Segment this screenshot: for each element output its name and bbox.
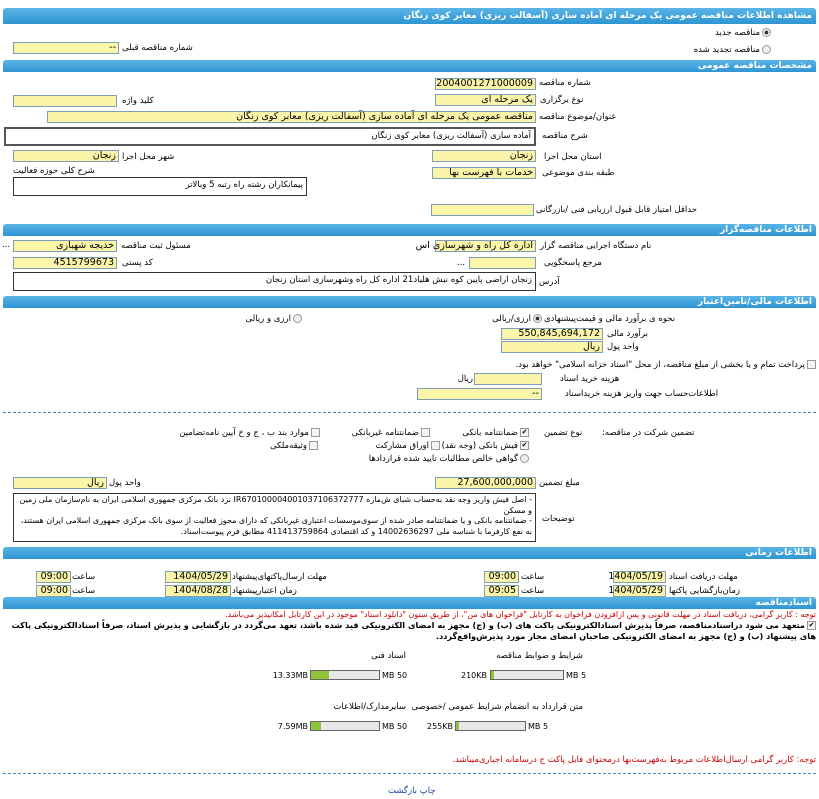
guarantee-option[interactable] (462, 428, 529, 439)
radio-currency-rial[interactable] (246, 314, 302, 325)
time-label: ساعت (521, 586, 545, 596)
checkbox-icon[interactable] (421, 428, 430, 437)
doc-deadline-time[interactable]: 09:00 (484, 571, 519, 583)
activity-label: شرح کلی حوزه فعالیت (13, 166, 95, 176)
commitment-label: متعهد می شود دراسنادمناقصه، صرفاً پذیرش اسنادالکترونیکی پاکت های (ب) و (ج) مجهز به امضای الکترونیکی قید شده باشد، تعهد می‌گردد در بازگشایی و پذیرش اسناد، صرفاً اسنادالکترونیکی پاکت های پیشنهاد (ب) و (ج) مجهز به امضای الکترونیکی صاحبان امضای مجاز مورد پذیرش‌واقع‌گردد. (11, 620, 816, 641)
checkbox-checked-icon[interactable]: ✔ (521, 441, 528, 449)
holding-label: نوع برگزاری (540, 95, 584, 105)
address-box: زنجان اراضی پایین کوه نبش هلیاد21 اداره کل راه وشهرسازی استان زنجان (13, 272, 536, 291)
guarantee-option[interactable] (369, 454, 529, 465)
file-progress (455, 721, 526, 731)
file-label: متن قرارداد به انضمام شرایط عمومی /خصوصی (411, 702, 583, 712)
currency-label: واحد پول (607, 342, 639, 352)
guarantee-option[interactable] (376, 441, 440, 452)
category-label: طبقه بندی موضوعی (542, 168, 615, 178)
option-label: اوراق مشارکت (375, 441, 429, 451)
checkbox-icon[interactable] (431, 441, 440, 450)
file-max: 5 MB (528, 722, 549, 731)
file-label: سایرمدارک/اطلاعات (333, 702, 406, 712)
guarantee-option[interactable] (270, 441, 318, 452)
province-label: استان محل اجرا (544, 152, 602, 162)
file-max: 5 MB (566, 671, 587, 680)
postal-label: کد پستی (122, 258, 153, 268)
option-label: فیش بانکی (وجه نقد) (441, 441, 518, 451)
radio-icon[interactable] (520, 454, 529, 463)
holding-field[interactable]: یک مرحله ای (435, 94, 536, 106)
guarantee-option[interactable] (179, 428, 320, 439)
radio-rial[interactable] (492, 314, 542, 325)
estimate-field[interactable]: 550,845,694,172 (501, 328, 603, 340)
account-field[interactable]: -- (417, 388, 542, 400)
section-timing: اطلاعات زمانی (3, 547, 816, 559)
more-button[interactable]: ... (2, 240, 11, 250)
opening-time[interactable]: 09:05 (484, 585, 519, 597)
guarantee-currency-label: واحد پول (109, 478, 141, 488)
validity-field[interactable]: 1404/08/28 (165, 585, 231, 597)
radio-renewed-tender[interactable] (694, 45, 771, 56)
file-progress-fill (456, 722, 459, 730)
checkbox-icon[interactable] (311, 428, 320, 437)
guarantee-label: تضمین شرکت در مناقصه: (602, 428, 695, 438)
guarantee-amount-field[interactable]: 27,600,000,000 (435, 477, 536, 489)
submit-time[interactable]: 09:00 (36, 571, 71, 583)
price-list-notice: توجه: کاربر گرامی ارسال‌اطلاعات مربوط به‌فهرست‌بها درمحتوای فایل پاکت ج درسامانه اجباری‌میباشد. (452, 755, 816, 765)
section-organizer: اطلاعات مناقصه‌گزار (3, 224, 816, 236)
estimate-method-label: نحوه ی برآورد مالی و قیمت‌پیشنهادی (544, 314, 676, 324)
treasury-label: پرداخت تمام و یا بخشی از مبلغ مناقصه، از محل "اسناد خزانه اسلامی" خواهد بود. (515, 360, 805, 370)
file-max: 50 MB (382, 722, 408, 731)
tender-number-field[interactable]: 2004001271000009 (435, 78, 536, 90)
validity-time[interactable]: 09:00 (36, 585, 71, 597)
postal-field[interactable]: 4515799673 (13, 257, 117, 269)
file-size: 210KB (460, 671, 487, 680)
guarantee-currency-field[interactable]: ریال (13, 477, 107, 489)
keyword-label: کلید واژه (122, 96, 154, 106)
checkbox-checked-icon[interactable]: ✔ (808, 621, 815, 629)
radio-label: مناقصه تجدید شده (693, 45, 760, 55)
address-label: آدرس (539, 277, 560, 287)
radio-icon[interactable] (533, 314, 542, 323)
radio-icon[interactable] (762, 28, 771, 37)
file-size: 13.33MB (272, 671, 308, 680)
doc-fee-unit: ریال (457, 374, 473, 384)
radio-label: ارزی و ریالی (245, 314, 291, 324)
file-progress-fill (311, 671, 329, 679)
radio-label: ارزی/ریالی (492, 314, 531, 324)
subject-field[interactable]: مناقصه عمومی یک مرحله ای آماده سازی (آسفالت ریزی) معابر کوی زنگان (47, 111, 536, 123)
checkbox-checked-icon[interactable]: ✔ (521, 428, 528, 436)
section-general: مشخصات مناقصه عمومی (3, 60, 816, 72)
doc-fee-label: هزینه خرید اسناد (560, 374, 620, 384)
reference-field[interactable] (469, 257, 536, 269)
guarantee-type-label: نوع تضمین (544, 428, 583, 438)
option-label: ضمانتنامه بانکی (462, 428, 518, 438)
file-progress (310, 721, 380, 731)
reference-label: مرجع پاسخگویی (544, 258, 602, 268)
min-score-field[interactable] (431, 204, 534, 216)
notes-label: توضیحات (542, 514, 575, 524)
tender-number-label: شماره مناقصه (539, 78, 591, 88)
file-max: 50 MB (382, 671, 408, 680)
radio-label: مناقصه جدید (715, 28, 760, 38)
section-finance: اطلاعات مالی/تامین‌اعتبار (3, 296, 816, 308)
notes-box: - اصل فیش واریز وجه نقد به‌حساب شبای ش‌ماره IR670100004001037106372777 نزد بانک مرکزی جمهوری اسلامی ایران به نام‌سازمان ملی زمین و مسکن - ضمانتنامه بانکی و یا ضمانتنامه صادر شده از سوی‌موسسات اعتباری غیربانکی که دارای مجوز فعالیت از سوی بانک مرکزی جمهوری اسلامی ایران هستند، به نفع کارفرما با شناسه ملی 14002636297 و کد اقتصادی 411413759864 مطابق فرم پیوست‌اسناد. (13, 493, 536, 542)
option-label: ضمانتنامه غیربانکی (351, 428, 419, 438)
documents-notice: توجه : کاربر گرامی، دریافت اسناد در مهلت قانونی و پس ازافزودن فراخوان به کارتابل "فراخوان های من"، از طریق ستون "دانلود اسناد" موجود در این کارتابل امکانپذیر می‌باشد. (225, 610, 816, 619)
account-label: اطلاعات‌حساب جهت واریز هزینه خریداسناد (565, 389, 719, 399)
section-documents: اسنادمناقصه (3, 597, 816, 609)
file-progress (490, 670, 564, 680)
opening-label: زمان‌بازگشایی پاکتها (669, 586, 740, 596)
time-label: ساعت (521, 572, 545, 582)
estimate-label: برآورد مالی (607, 329, 648, 339)
radio-icon[interactable] (762, 45, 771, 54)
doc-fee-field[interactable] (474, 373, 542, 385)
keyword-field[interactable] (13, 95, 117, 107)
doc-deadline-label: مهلت دریافت اسناد (669, 572, 738, 582)
submit-deadline-field[interactable]: 1404/05/29 (165, 571, 231, 583)
org-label: نام دستگاه اجرایی مناقصه گزار (540, 241, 652, 251)
radio-new-tender[interactable] (715, 28, 771, 39)
validity-label: زمان اعتبارپیشنهاد (232, 586, 297, 596)
file-progress-fill (491, 671, 494, 679)
opening-field[interactable]: 1404/05/29 (613, 585, 666, 597)
file-size: 7.59MB (277, 722, 308, 731)
org-field[interactable]: اداره کل راه و شهرسازی اس (435, 240, 536, 252)
print-back-link[interactable]: چاپ بازگشت (388, 786, 436, 796)
option-label: موارد بند ب ، ج و خ آیین نامه‌تضامین (179, 428, 309, 438)
page-title: مشاهده اطلاعات مناقصه عمومی یک مرحله ای آماده سازی (آسفالت ریزی) معابر کوی زنگان (3, 8, 816, 24)
file-size: 255KB (426, 722, 453, 731)
treasury-checkbox[interactable] (515, 360, 816, 371)
file-progress-fill (311, 722, 321, 730)
file-label: شرایط و ضوابط مناقصه (496, 651, 583, 661)
radio-icon[interactable] (293, 314, 302, 323)
previous-number-field[interactable]: -- (13, 42, 119, 54)
city-field[interactable]: زنجان (13, 150, 119, 162)
time-label: ساعت (72, 586, 96, 596)
reference-more-button[interactable]: ... (457, 258, 466, 268)
commitment-checkbox[interactable] (4, 620, 816, 642)
previous-number-label: شماره مناقصه قبلی (122, 43, 193, 53)
subject-label: عنوان/موضوع مناقصه (539, 112, 617, 122)
responsible-label: مسئول ثبت مناقصه (121, 241, 191, 251)
province-field[interactable]: زنجان (432, 150, 536, 162)
currency-field[interactable]: ریال (501, 341, 603, 353)
responsible-field[interactable]: خدیجه شهبازی (13, 240, 117, 252)
category-field[interactable]: خدمات با فهرست بها (432, 167, 536, 179)
doc-deadline-field[interactable]: 1404/05/19 (613, 571, 666, 583)
submit-deadline-label: مهلت ارسال‌پاکتهای‌پیشنهاد (232, 572, 327, 582)
min-score-label: حداقل امتیاز قابل قبول ارزیابی فنی /بازرگانی (536, 205, 697, 215)
guarantee-option[interactable] (352, 428, 430, 439)
file-label: اسناد فنی (371, 651, 406, 661)
checkbox-icon[interactable] (309, 441, 318, 450)
guarantee-amount-label: مبلغ تضمین (539, 478, 580, 488)
city-label: شهر محل اجرا (122, 152, 175, 162)
description-box: آماده سازی (آسفالت ریزی) معابر کوی زنگان (4, 127, 536, 146)
option-label: گواهی خالص مطالبات تایید شده قراردادها (368, 454, 518, 464)
checkbox-icon[interactable] (807, 360, 816, 369)
description-label: شرح مناقصه (542, 131, 588, 141)
option-label: وثیقه‌ملکی (269, 441, 307, 451)
guarantee-option[interactable] (442, 441, 529, 452)
time-label: ساعت (72, 572, 96, 582)
activity-box: پیمانکاران رشته راه رتبه 5 وبالاتر (13, 177, 307, 196)
file-progress (310, 670, 380, 680)
